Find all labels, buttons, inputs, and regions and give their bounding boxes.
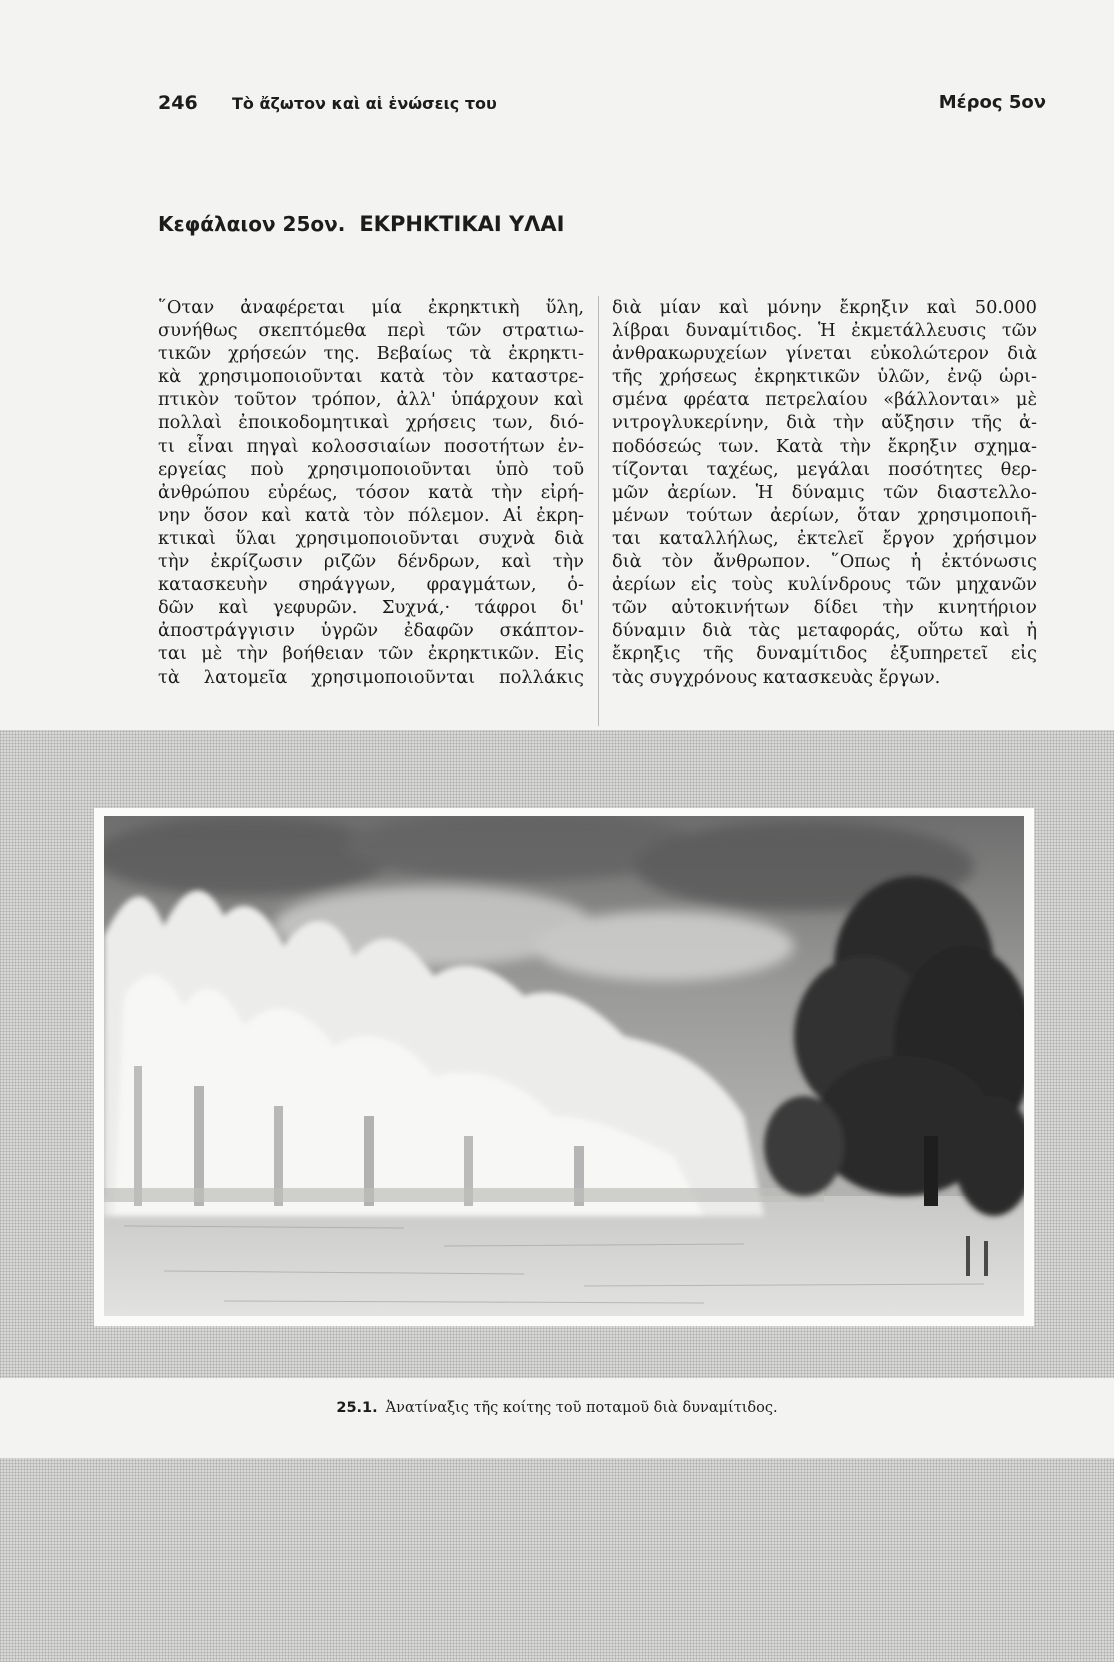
text-line: ἔκρηξις τῆς δυναμίτιδος ἐξυπηρετεῖ εἰς <box>612 643 1037 665</box>
text-line: τῆς χρήσεως ἐκρηκτικῶν ὑλῶν, ἐνῷ ὡρι- <box>612 366 1037 388</box>
text-line: δύναμιν διὰ τὰς μεταφοράς, οὕτω καὶ ἡ <box>612 620 1037 642</box>
figure-photo-frame <box>94 808 1034 1326</box>
text-line: τὰς συγχρόνους κατασκευὰς ἔργων. <box>612 666 941 688</box>
body-column-left <box>158 296 584 689</box>
text-line: ποδόσεώς των. Κατὰ τὴν ἔκρηξιν σχημα- <box>612 435 1037 457</box>
text-line: νην ὅσον καὶ κατὰ τὸν πόλεμον. Αἱ ἐκρη- <box>158 504 584 526</box>
text-line: νιτρογλυκερίνην, διὰ τὴν αὔξησιν τῆς ἀ- <box>612 412 1037 434</box>
body-column-right <box>612 296 1037 689</box>
text-line: ῞Οταν ἀναφέρεται μία ἐκρηκτικὴ ὕλη, <box>158 297 584 318</box>
figure-number: 25.1. <box>336 1400 378 1416</box>
text-line: διὰ μίαν καὶ μόνην ἔκρηξιν καὶ 50.000 <box>612 297 1037 318</box>
text-line: τίζονται ταχέως, μεγάλαι ποσότητες θερ- <box>612 458 1037 480</box>
figure-caption-area <box>0 1378 1114 1458</box>
text-line: δῶν καὶ γεφυρῶν. Συχνά,· τάφροι δι' <box>158 597 584 619</box>
text-line: λίβραι δυναμίτιδος. Ἡ ἐκμετάλλευσις τῶν <box>612 320 1037 342</box>
chapter-title: ΕΚΡΗΚΤΙΚΑΙ ΥΛΑΙ <box>359 212 565 236</box>
chapter-label: Κεφάλαιον 25ον. <box>158 212 346 236</box>
text-line: τικῶν χρήσεών της. Βεβαίως τὰ ἐκρηκτι- <box>158 343 584 365</box>
text-line: κτικαὶ ὕλαι χρησιμοποιοῦνται συχνὰ διὰ <box>158 527 584 549</box>
text-line: τὰ λατομεῖα χρησιμοποιοῦνται πολλάκις <box>158 666 584 688</box>
text-line: ται καταλλήλως, ἐκτελεῖ ἔργον χρήσιμον <box>612 527 1037 549</box>
text-line: κατασκευὴν σηράγγων, φραγμάτων, ὁ- <box>158 574 584 596</box>
part-label: Μέρος 5ον <box>938 92 1046 113</box>
text-line: σμένα φρέατα πετρελαίου «βάλλονται» μὲ <box>612 389 1037 411</box>
text-line: ἀνθρώπου εὐρέως, τόσον κατὰ τὴν εἰρή- <box>158 481 584 503</box>
text-line: ται μὲ τὴν βοήθειαν τῶν ἐκρηκτικῶν. Εἰς <box>158 643 584 665</box>
running-title: Τὸ ἄζωτον καὶ αἱ ἑνώσεις του <box>232 94 497 113</box>
text-line: διὰ τὸν ἄνθρωπον. ῞Οπως ἡ ἐκτόνωσις <box>612 551 1037 573</box>
text-line: μένων τούτων ἀερίων, ὅταν χρησιμοποιῆ- <box>612 504 1037 526</box>
text-line: τι εἶναι πηγαὶ κολοσσιαίων ποσοτήτων ἐν- <box>158 435 584 457</box>
text-line: ἀερίων εἰς τοὺς κυλίνδρους τῶν μηχανῶν <box>612 574 1037 596</box>
chapter-heading <box>158 212 565 236</box>
page-number: 246 <box>158 92 198 114</box>
column-divider <box>598 296 599 726</box>
explosion-photo <box>104 816 1024 1316</box>
text-line: τῶν αὐτοκινήτων δίδει τὴν κινητήριον <box>612 597 1037 619</box>
text-line: τὴν ἐκρίζωσιν ριζῶν δένδρων, καὶ τὴν <box>158 551 584 573</box>
text-line: συνήθως σκεπτόμεθα περὶ τῶν στρατιω- <box>158 320 584 342</box>
text-line: μῶν ἀερίων. Ἡ δύναμις τῶν διαστελλο- <box>612 481 1037 503</box>
text-line: πτικὸν τοῦτον τρόπον, ἀλλ' ὑπάρχουν καὶ <box>158 389 584 411</box>
text-line: ἀνθρακωρυχείων γίνεται εὐκολώτερον διὰ <box>612 343 1037 365</box>
page-header <box>158 92 1046 122</box>
figure-caption-text: Ἀνατίναξις τῆς κοίτης τοῦ ποταμοῦ διὰ δυναμίτιδος. <box>385 1400 778 1416</box>
figure-caption <box>0 1400 1114 1416</box>
text-line: ἀποστράγγισιν ὑγρῶν ἐδαφῶν σκάπτον- <box>158 620 584 642</box>
text-line: κὰ χρησιμοποιοῦνται κατὰ τὸν καταστρε- <box>158 366 584 388</box>
text-line: εργείας ποὺ χρησιμοποιοῦνται ὑπὸ τοῦ <box>158 458 584 480</box>
text-line: πολλαὶ ἐποικοδομητικαὶ χρήσεις των, διό- <box>158 412 584 434</box>
